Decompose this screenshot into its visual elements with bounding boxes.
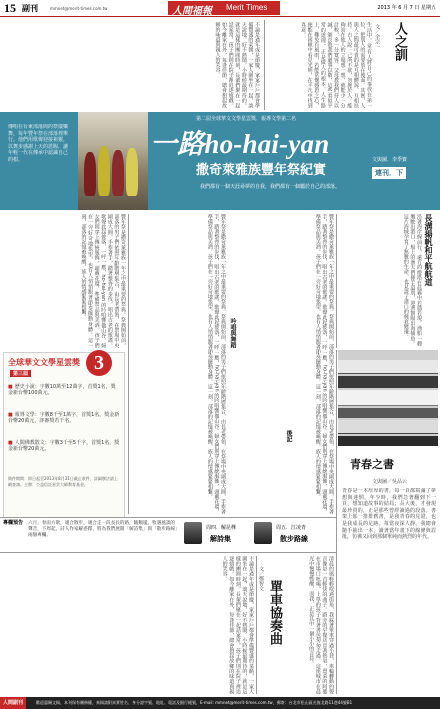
books-photo bbox=[338, 350, 438, 446]
dancer-figure bbox=[112, 150, 124, 196]
book-column-title: 青春之書 bbox=[350, 458, 394, 471]
contest-category: ■ 報導文學：字數8千至1萬字，首獎1名，獎金新台幣20萬元，評審獎若干名。 bbox=[8, 412, 120, 425]
section-name: 副刊 bbox=[22, 4, 38, 13]
column-day-author: 周五．江凌青 bbox=[276, 525, 307, 531]
dancer-figure bbox=[84, 152, 96, 196]
footer-bar bbox=[0, 697, 440, 709]
column-body: 生活中，常有人將自己的事放在第一位，把別人的需要放在後面。其實，人與人之間最可貴的是互相體諒、互相扶持。古人說：己所不欲，勿施於人。能夠站在他人的立場想一想，就能少一分計較，多一分寬容。父母教我們待人以誠，師長教我們處事以敬，這些看似平常的道理，正是做人的根本。人生路上，難免有風雨，若能常懷感恩之心，便能在困頓中看見光明，在平凡中找到真意。 bbox=[300, 22, 372, 108]
poem-author: 文／鄭智文 bbox=[258, 566, 264, 591]
upper-article-body: 不論是過年或是節慶，家家戶戶都會準備豐盛的菜餚，一家人圍坐在一起，談天說地，好不熱鬧。小時候最期待的，就是這樣的團圓時刻，長輩們聚在一起話家常，孩子們則在院子裡追逐嬉戲。如今離家在外，每逢佳節，總會想起故鄉的味道與親人的笑容。 bbox=[214, 22, 260, 108]
strip-divider bbox=[0, 517, 336, 518]
dancer-figure bbox=[98, 146, 110, 196]
contest-title: 全球華文文學星雲獎 bbox=[8, 357, 80, 367]
column-divider bbox=[336, 350, 337, 694]
contest-category: ■ 人間佛教散文：字數3千至5千字，首獎1名，獎金新台幣20萬元。 bbox=[8, 440, 120, 453]
contest-category: ■ 歷史小說：字數10萬至12萬字，首獎1名，獎金新台幣100萬元。 bbox=[8, 384, 116, 397]
logo-chinese: 人間福報 bbox=[172, 6, 212, 17]
footer-tag: 人間副刊 bbox=[0, 697, 26, 709]
feature-lede: 我們都有一個天涯尋夢的自我，我們都有一個屬於自己的部落。 bbox=[200, 184, 341, 190]
column-author: 文／余宗一 bbox=[374, 24, 380, 49]
feature-intro: 傳唱在台東部落間的祭儀樂舞，每年豐年祭在部落裡舉行。他們用歌聲迎接祖靈，以舞步感謝上天的恩賜，讓年輕一代在傳承中認識自己的根。 bbox=[8, 124, 69, 163]
bullet-icon: ■ bbox=[8, 440, 13, 446]
strip-tag: 專欄預告 bbox=[3, 520, 24, 526]
award-kicker: 第二屆全球華文文學星雲獎．報導文學第二名 bbox=[196, 116, 297, 122]
feature-body-left: 豐年祭是撒奇萊雅族一年之中最重要的祭典。祭典開始前，部落的男子們依照年齡階層集合，由長老帶領，在祭場中央圍成大圓，手牽著手，踏著整齊的步伐，唱出古老的歌謠。歌聲此起彼落，一呼一應，ho-hai-yan 的吟唱響徹山谷。婦女們則穿上傳統服飾，頭戴花環，準備祭品與美酒。孩子們在一旁好奇地張望，也有人悄悄跟著節奏擺動身體。這一刻，部落的記憶被喚醒，族人的情感緊緊相繫。 bbox=[80, 214, 126, 348]
feature-section-head: 吟唱與舞蹈 bbox=[229, 318, 236, 348]
masthead bbox=[0, 0, 440, 17]
strip-intro: 六月，春雨方歇，適合散步、適合走一段長長的路，隨鵝嵐、牧遇風談的聲音，下周起，詩人作家解惑釋，將為我們展開「解詩集」與「散步路線」兩個專欄。 bbox=[28, 521, 178, 538]
book-spine bbox=[338, 376, 438, 388]
side-column-body: 沿著海岸線前行，遠方的燈塔在晨霧中若隱若現。漁船一艘艘駛出港口，船上的漁夫們揮手道別，迎著朝陽出海捕魚。這片海域孕育了無數的生命，也見證了港口的興衰變遷。 bbox=[402, 214, 422, 346]
column-divider bbox=[336, 214, 337, 348]
feature-title: 一路ho-hai-yan bbox=[150, 129, 330, 159]
feature-body-continued: 豐年祭是撒奇萊雅族一年之中最重要的祭典。祭典開始前，部落的男子們依照年齡階層集合，由長老帶領，在祭場中央圍成大圓，手牽著手，踏著整齊的步伐，唱出古老的歌謠。歌聲此起彼落，一呼一應，ho-hai-yan 的吟唱響徹山谷。婦女們則穿上傳統服飾，頭戴花環，準備祭品與美酒。孩子們在一旁好奇地張望，也有人悄悄跟著節奏擺動身體。這一刻，部落的記憶被喚醒，族人的情感緊緊相繫。 bbox=[314, 214, 334, 514]
strip-divider bbox=[0, 552, 336, 553]
dancer-figure bbox=[126, 148, 138, 196]
column-name: 解詩集 bbox=[210, 535, 231, 543]
lower-article-body: 不論是過年或是節慶，家家戶戶都會準備豐盛的菜餚，一家人圍坐在一起，談天說地，好不熱鬧。小時候最期待的，就是這樣的團圓時刻，長輩們聚在一起話家常，孩子們則在院子裡追逐嬉戲。如今離家在外，每逢佳節，總會想起故鄉的味道與親人的笑容。 bbox=[221, 556, 254, 694]
page-number: 15 bbox=[4, 1, 16, 15]
author-avatar bbox=[254, 522, 272, 544]
bullet-icon: ■ bbox=[8, 384, 13, 390]
feature-body: 豐年祭是撒奇萊雅族一年之中最重要的祭典。祭典開始前，部落的男子們依照年齡階層集合，由長老帶領，在祭場中央圍成大圓，手牽著手，踏著整齊的步伐，唱出古老的歌謠。歌聲此起彼落，一呼一應，ho-hai-yan 的吟唱響徹山谷。婦女們則穿上傳統服飾，頭戴花環，準備祭品與美酒。孩子們在一旁好奇地張望，也有人悄悄跟著節奏擺動身體。這一刻，部落的記憶被喚醒，族人的情感緊緊相繫。 bbox=[206, 214, 226, 514]
book-column-author: 文與圖／吳品云 bbox=[372, 479, 408, 485]
column-divider bbox=[128, 214, 129, 514]
contest-edition-number: 3 bbox=[86, 350, 112, 376]
book-spine bbox=[338, 408, 438, 418]
column-title: 人之訓 bbox=[392, 22, 407, 61]
series-badge: 連刊．下 bbox=[372, 167, 406, 179]
bullet-icon: ■ bbox=[8, 412, 13, 418]
issue-date: 2013 年 6 月 7 日 星期五 bbox=[377, 5, 436, 11]
column-name: 散步路線 bbox=[280, 535, 308, 543]
submission-notice: 歡迎惠賜文稿，本刊保有刪修權，來稿請附真實姓名、身分證字號、地址、電話及銀行帳號，E-mail: mmnet@merit-times.com.tw，郵寄：台北市松山區光復北路11巷44號B1 bbox=[36, 700, 353, 705]
book-spine bbox=[338, 436, 438, 446]
feature-subtitle: 撒奇萊雅族豐年祭紀實 bbox=[196, 163, 327, 178]
side-column-heading: 長溝揚帆和平航航道 bbox=[424, 214, 434, 286]
column-day-author: 周四．解昆樺 bbox=[206, 525, 237, 531]
author-avatar bbox=[184, 522, 202, 544]
book-column-body: 青春是一本厚厚的書，每一頁都寫滿了夢想與迷惘。年少時，我們急著翻到下一頁，想知道故事的結局；長大後，才發現最珍貴的，正是那些曾經讀過的段落。書架上那一排排舊書，是我青春的見證，也是我成長的足跡。每當夜深人靜，我總會隨手抽出一本，讀著當年畫下的線條與眉批，彷彿又回到那個單純而熱烈的年代。 bbox=[342, 488, 436, 541]
poem-body: 清晨的風輕輕吹過街角，我踩著單車穿過小巷，車輪轉動的聲音像是一首輕快的曲子。路旁的早餐店冒著熱氣，賣菜的阿婆在市場口吆喝，上學的孩子背著書包匆匆走過。這座城市在晨光中慢慢甦醒，而我，正是其中一個小小的音符。 bbox=[308, 556, 334, 694]
poem-title: 單車協奏曲 bbox=[267, 580, 282, 645]
newspaper-logo bbox=[168, 1, 280, 15]
book-spine bbox=[338, 420, 438, 434]
book-spine bbox=[338, 360, 438, 374]
logo-english: Merit Times bbox=[226, 3, 268, 12]
contest-subtitle: 第三屆 bbox=[10, 370, 31, 377]
festival-photo bbox=[78, 112, 148, 210]
book-spine bbox=[338, 390, 438, 406]
feature-byline: 文與圖．李季寶 bbox=[372, 157, 408, 163]
column-divider bbox=[264, 20, 265, 110]
section-email: mmnet@merit-times.com.tw bbox=[50, 6, 108, 11]
feature-note-head: 後記 bbox=[285, 430, 292, 442]
contest-fine-print: 徵件期間：即日起至2013年8月31日截止收件，詳細辦法請上網查詢。主辦：公益信託星雲大師教育基金。 bbox=[8, 476, 118, 487]
column-divider bbox=[256, 556, 257, 694]
